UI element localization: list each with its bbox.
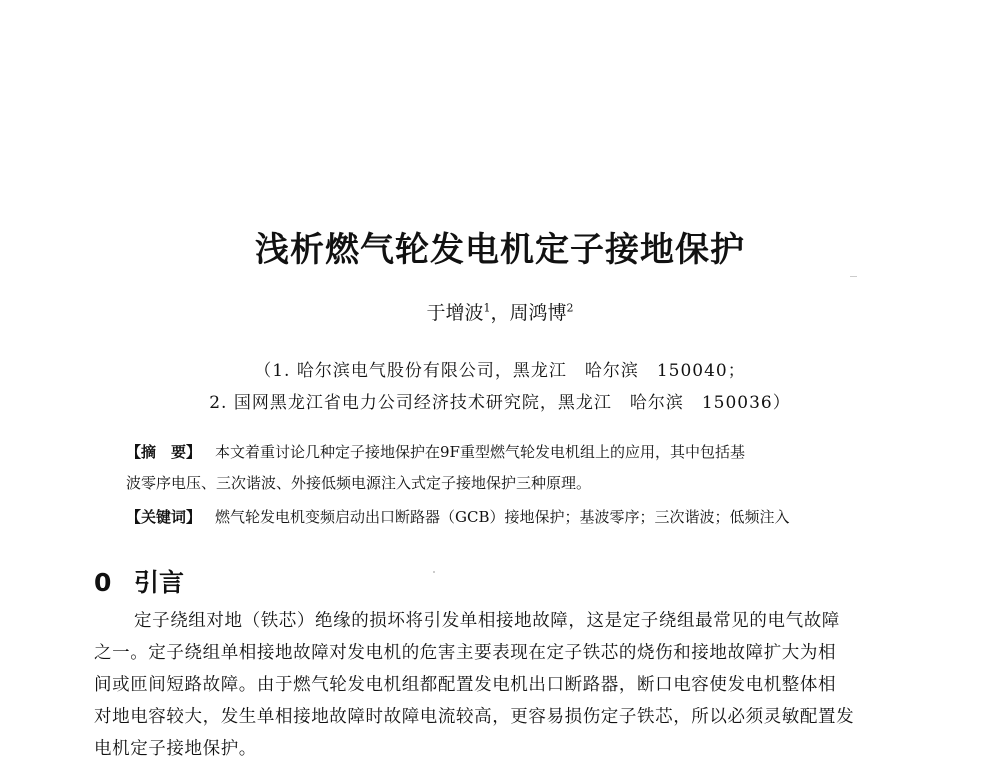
body-paragraph-line-4: 对地电容较大，发生单相接地故障时故障电流较高，更容易损伤定子铁芯，所以必须灵敏配置发 [94, 707, 855, 727]
section-heading [94, 563, 184, 599]
author-line [0, 298, 1000, 325]
abstract-line-2: 波零序电压、三次谐波、外接低频电源注入式定子接地保护三种原理。 [126, 474, 592, 492]
author-1-affiliation-mark: 1 [483, 301, 491, 315]
author-1: 于增波 [426, 302, 484, 324]
body-paragraph-line-2: 之一。定子绕组单相接地故障对发电机的危害主要表现在定子铁芯的烧伤和接地故障扩大为相 [94, 643, 837, 663]
section-title: 引言 [134, 568, 185, 597]
body-paragraph-line-5: 电机定子接地保护。 [94, 739, 257, 759]
abstract-label: 【摘 要】 [126, 443, 202, 461]
keywords-line [126, 506, 906, 528]
affiliation-2: 2. 国网黑龙江省电力公司经济技术研究院，黑龙江 哈尔滨 150036） [209, 393, 791, 413]
author-separator: ， [490, 302, 510, 324]
keywords-label: 【关键词】 [126, 508, 202, 526]
author-2-affiliation-mark: 2 [566, 301, 574, 315]
affiliation-1: （1. 哈尔滨电气股份有限公司，黑龙江 哈尔滨 150040； [254, 361, 746, 381]
scan-speck [850, 276, 857, 277]
body-paragraph-line-1: 定子绕组对地（铁芯）绝缘的损坏将引发单相接地故障，这是定子绕组最常见的电气故障 [134, 611, 840, 631]
scan-speck [433, 571, 435, 573]
body-paragraph-line-3: 间或匝间短路故障。由于燃气轮发电机组都配置发电机出口断路器，断口电容使发电机整体相 [94, 675, 837, 695]
paper-title: 浅析燃气轮发电机定子接地保护 [255, 230, 745, 270]
section-number: 0 [94, 568, 112, 597]
abstract-line-1 [126, 441, 906, 463]
author-2: 周鸿博 [509, 302, 567, 324]
keywords-text: 燃气轮发电机变频启动出口断路器（GCB）接地保护；基波零序；三次谐波；低频注入 [215, 508, 790, 526]
abstract-text-1: 本文着重讨论几种定子接地保护在9F重型燃气轮发电机组上的应用，其中包括基 [215, 443, 745, 461]
